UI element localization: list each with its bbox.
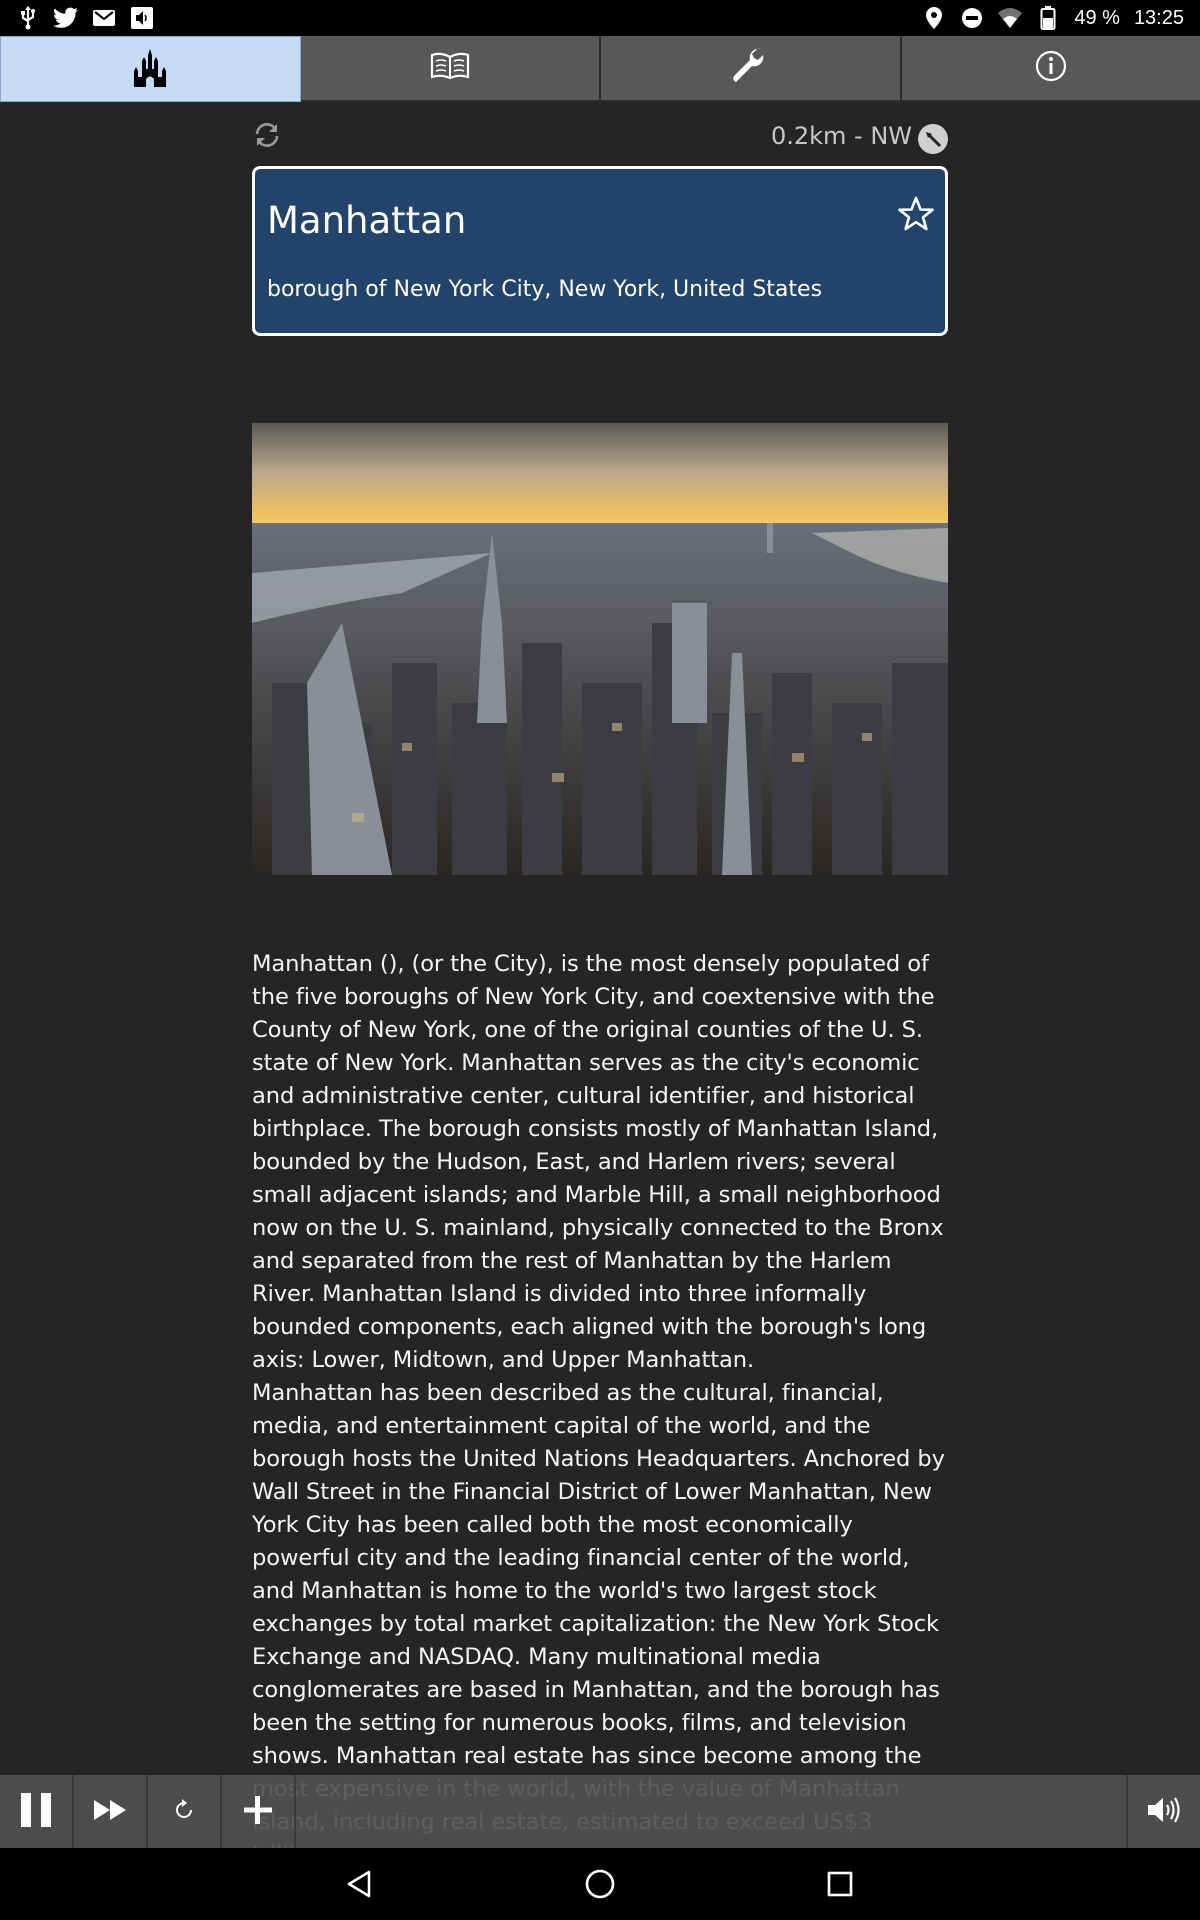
- volume-button[interactable]: [1128, 1775, 1200, 1848]
- wrench-icon: [731, 47, 769, 89]
- pause-button[interactable]: [0, 1775, 74, 1848]
- place-detail: [252, 102, 948, 1848]
- tab-book[interactable]: [301, 36, 602, 102]
- home-icon[interactable]: [580, 1864, 620, 1904]
- fast-forward-button[interactable]: [74, 1775, 148, 1848]
- info-icon: [1035, 50, 1067, 86]
- audio-player: [0, 1775, 1200, 1848]
- media-icon: [130, 6, 154, 30]
- book-icon: [430, 52, 470, 84]
- place-subtitle: borough of New York City, New York, United States: [267, 277, 823, 302]
- status-bar: [0, 0, 1200, 36]
- battery-icon: [1036, 6, 1060, 30]
- player-spacer: [296, 1775, 1128, 1848]
- favorite-star-icon[interactable]: [897, 195, 935, 233]
- city-photo: [252, 423, 948, 875]
- add-icon: [242, 1794, 274, 1830]
- tab-info[interactable]: [902, 36, 1200, 102]
- compass-icon: [918, 124, 948, 154]
- status-left: [16, 6, 154, 30]
- place-title: Manhattan: [267, 199, 467, 242]
- recents-icon[interactable]: [820, 1864, 860, 1904]
- back-icon[interactable]: [340, 1864, 380, 1904]
- castle-icon: [132, 47, 168, 91]
- top-row: [252, 102, 948, 166]
- status-right: [922, 6, 1184, 30]
- tab-castle[interactable]: [0, 36, 301, 102]
- article-paragraph: Manhattan has been described as the cultural, financial, media, and entertainment capital of the world, and the borough hosts the United Nations Headquarters. Anchored by Wall Street in the Financial District of Lower Manhattan, New York City has been called both the most economically powerful city and the leading financial center of the world, and Manhattan is home to the world's two largest stock exchanges by total market capitalization: the New York Stock Exchange and NASDAQ. Many multinational media conglomerates are based in Manhattan, and the borough has been the setting for numerous books, films, and television shows. Manhattan real estate has since become among the: [252, 1380, 945, 1769]
- article-paragraph: Manhattan (), (or the City), is the most densely populated of the five boroughs of New York City, and coextensive with the County of New York, one of the original counties of the U. S. state of New York. Manhattan serves as the city's economic and administrative center, cultural identifier, and historical birthplace. The borough consists mostly of Manhattan Island, bounded by the Hudson, East, and Harlem rivers; several small adjacent islands; and Marble Hill, a small neighborhood now on the U. S. mainland, physically connected to the Bronx and separated from the rest of Manhattan by the Harlem River. Manhattan Island is divided into three informally bounded components, each aligned with the borough's long axis: Lower, Midtown, and Upper Manhattan.: [252, 951, 944, 1373]
- usb-icon: [16, 6, 40, 30]
- wifi-icon: [998, 6, 1022, 30]
- distance-label: 0.2km - NW: [770, 122, 912, 150]
- tab-bar: [0, 36, 1200, 102]
- clock: 13:25: [1133, 6, 1184, 29]
- battery-percent: 49 %: [1074, 6, 1120, 29]
- replay-button[interactable]: [148, 1775, 222, 1848]
- article-text: [252, 948, 948, 1872]
- replay-icon: [172, 1798, 196, 1826]
- system-nav-bar: [0, 1848, 1200, 1920]
- place-card[interactable]: [252, 166, 948, 336]
- refresh-icon[interactable]: [252, 120, 282, 150]
- place-photo: [252, 423, 948, 875]
- fast-forward-icon: [92, 1798, 128, 1826]
- do-not-disturb-icon: [960, 6, 984, 30]
- pause-icon: [19, 1791, 53, 1833]
- location-icon: [922, 6, 946, 30]
- add-button[interactable]: [222, 1775, 296, 1848]
- tab-tools[interactable]: [601, 36, 902, 102]
- twitter-icon: [54, 6, 78, 30]
- volume-icon: [1146, 1795, 1182, 1829]
- gmail-icon: [92, 6, 116, 30]
